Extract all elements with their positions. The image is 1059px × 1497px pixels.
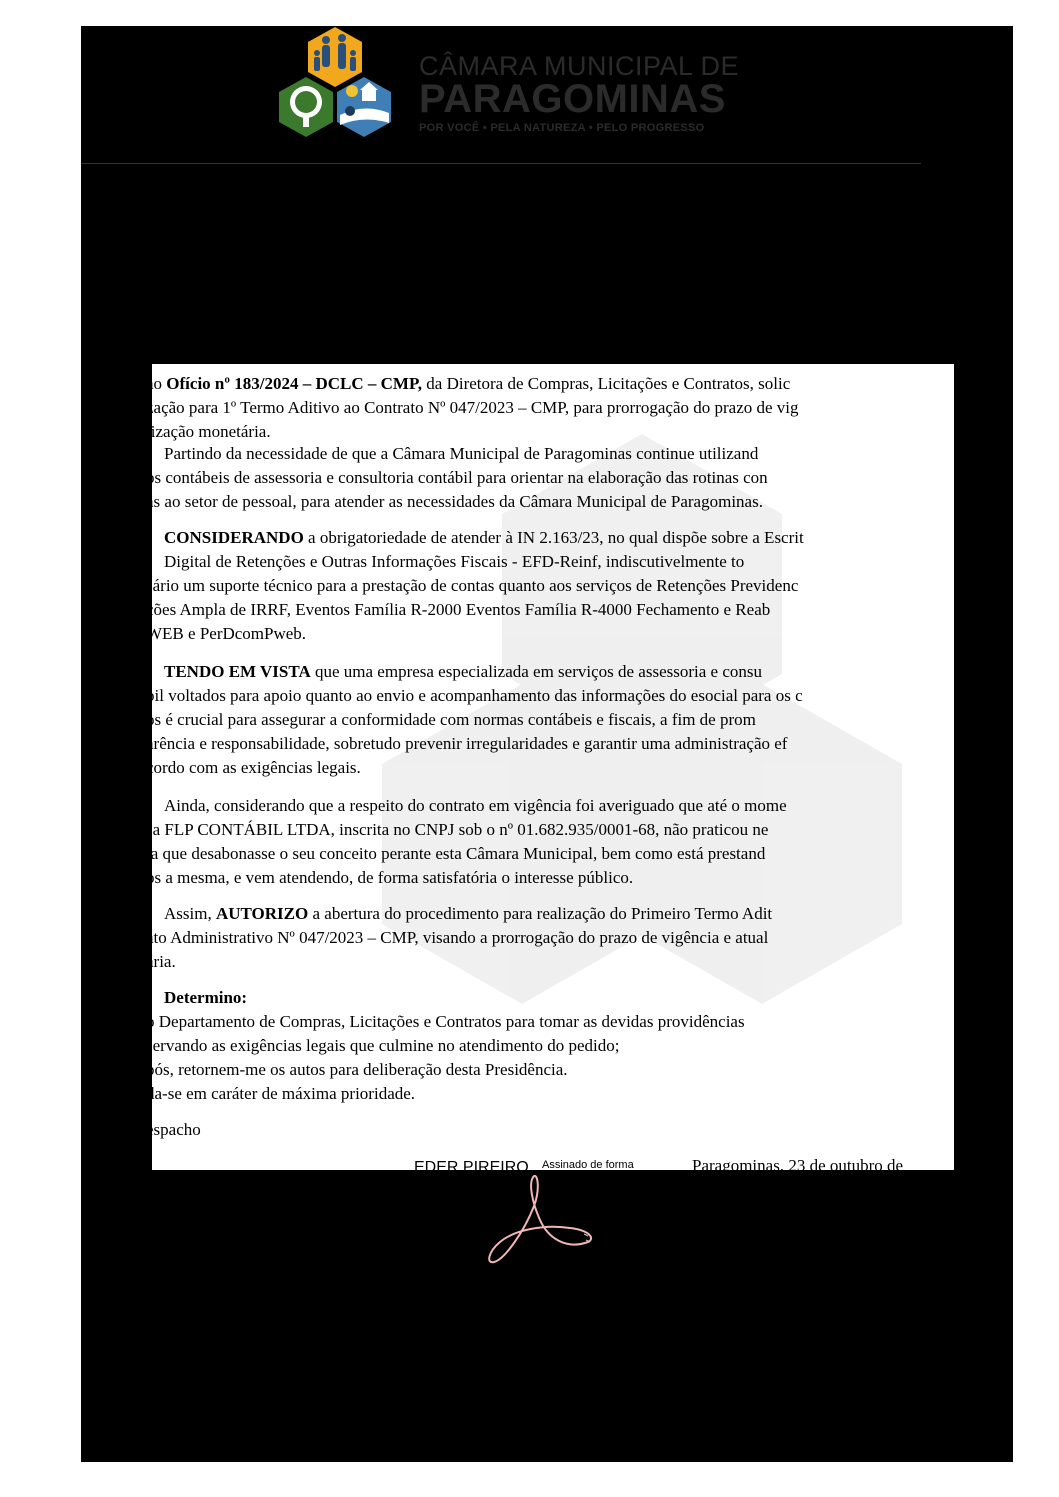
p7-line: o Departamento de Compras, Licitações e Contratos para tomar as devidas providências [146, 1012, 745, 1031]
p7-line: da-se em caráter de máxima prioridade. [146, 1084, 416, 1103]
signature-label-row [542, 1158, 634, 1172]
paragraph-6 [146, 902, 772, 974]
p7-line: pós, retornem-me os autos para deliberação desta Presidência. [146, 1060, 568, 1079]
paragraph-3 [146, 526, 804, 646]
p6-line: ato Administrativo Nº 047/2023 – CMP, visando a prorrogação do prazo de vigência e atual [146, 928, 769, 947]
org-name-block [419, 52, 739, 134]
org-tagline: POR VOCÊ • PELA NATUREZA • PELO PROGRESSO [419, 122, 705, 134]
p4-line: arência e responsabilidade, sobretudo prevenir irregularidades e garantir uma administração ef [146, 734, 788, 753]
p6-text: a abertura do procedimento para realização do Primeiro Termo Adit [308, 904, 773, 923]
org-name-line2: PARAGOMINAS [419, 77, 726, 121]
header-divider [81, 163, 921, 164]
p3-line: WEB e PerDcomPweb. [146, 624, 307, 643]
p5-line: Ainda, considerando que a respeito do contrato em vigência foi averiguado que até o mome [164, 796, 787, 815]
p1-line: lização monetária. [146, 422, 271, 441]
paragraph-1 [146, 372, 799, 444]
signer-name: EDER PIREIRO [414, 1159, 529, 1176]
p4-text: que uma empresa especializada em serviços de assessoria e consu [310, 662, 762, 681]
p2-line: Partindo da necessidade de que a Câmara Municipal de Paragominas continue utilizand [164, 444, 759, 463]
p4-line: os é crucial para assegurar a conformidade com normas contábeis e fiscais, a fim de prom [146, 710, 756, 729]
p2-line: as ao setor de pessoal, para atender as necessidades da Câmara Municipal de Paragominas. [146, 492, 763, 511]
p3-line: sário um suporte técnico para a prestação de contas quanto aos serviços de Retenções Previdenc [146, 576, 799, 595]
p7-line: servando as exigências legais que culmine no atendimento do pedido; [146, 1036, 620, 1055]
p5-line: os a mesma, e vem atendendo, de forma satisfatória o interesse público. [146, 868, 634, 887]
p5-line: sa FLP CONTÁBIL LTDA, inscrita no CNPJ sob o nº 01.682.935/0001-68, não praticou ne [146, 820, 769, 839]
p4-line: bil voltados para apoio quanto ao envio e acompanhamento das informações do esocial para os c [146, 686, 803, 705]
p3-text: a obrigatoriedade de atender à IN 2.163/23, no qual dispõe sobre a Escrit [303, 528, 804, 547]
document-body [146, 364, 954, 1176]
paragraph-5 [146, 794, 787, 890]
p5-line: ta que desabonasse o seu conceito perante esta Câmara Municipal, bem como está prestand [146, 844, 766, 863]
p6-line: ária. [146, 952, 176, 971]
place-date: Paragominas, 23 de outubro de [692, 1156, 904, 1175]
p1-line: zação para 1º Termo Aditivo ao Contrato Nº 047/2023 – CMP, para prorrogação do prazo de vig [146, 398, 799, 417]
oficio-reference: Ofício nº 183/2024 – DCLC – CMP, [166, 374, 423, 393]
p3-line: ções Ampla de IRRF, Eventos Família R-2000 Eventos Família R-4000 Fechamento e Reab [146, 600, 771, 619]
place-date-row [692, 1154, 903, 1178]
paragraph-2 [146, 442, 768, 514]
determino-heading: Determino: [164, 988, 248, 1007]
paragraph-7 [146, 986, 745, 1106]
tendo-em-vista-heading: TENDO EM VISTA [164, 662, 311, 681]
closing-line [146, 1118, 201, 1142]
considerando-heading: CONSIDERANDO [164, 528, 304, 547]
p1-text: ao [146, 374, 167, 393]
p1-text: da Diretora de Compras, Licitações e Contratos, solic [422, 374, 791, 393]
p4-line: cordo com as exigências legais. [146, 758, 361, 777]
closing-text: espacho [146, 1120, 201, 1139]
org-name-line1: CÂMARA MUNICIPAL DE [419, 51, 740, 81]
paragraph-4 [146, 660, 803, 780]
p2-line: os contábeis de assessoria e consultoria contábil para orientar na elaboração das rotinas con [146, 468, 768, 487]
p6-text: Assim, [164, 904, 216, 923]
p3-line: Digital de Retenções e Outras Informações Fiscais - EFD-Reinf, indiscutivelmente to [164, 552, 745, 571]
autorizo-keyword: AUTORIZO [215, 904, 309, 923]
digital-signature-label: Assinado de forma [542, 1159, 634, 1171]
digital-signature-icon [484, 1172, 596, 1268]
chamber-logo-icon [276, 27, 394, 139]
